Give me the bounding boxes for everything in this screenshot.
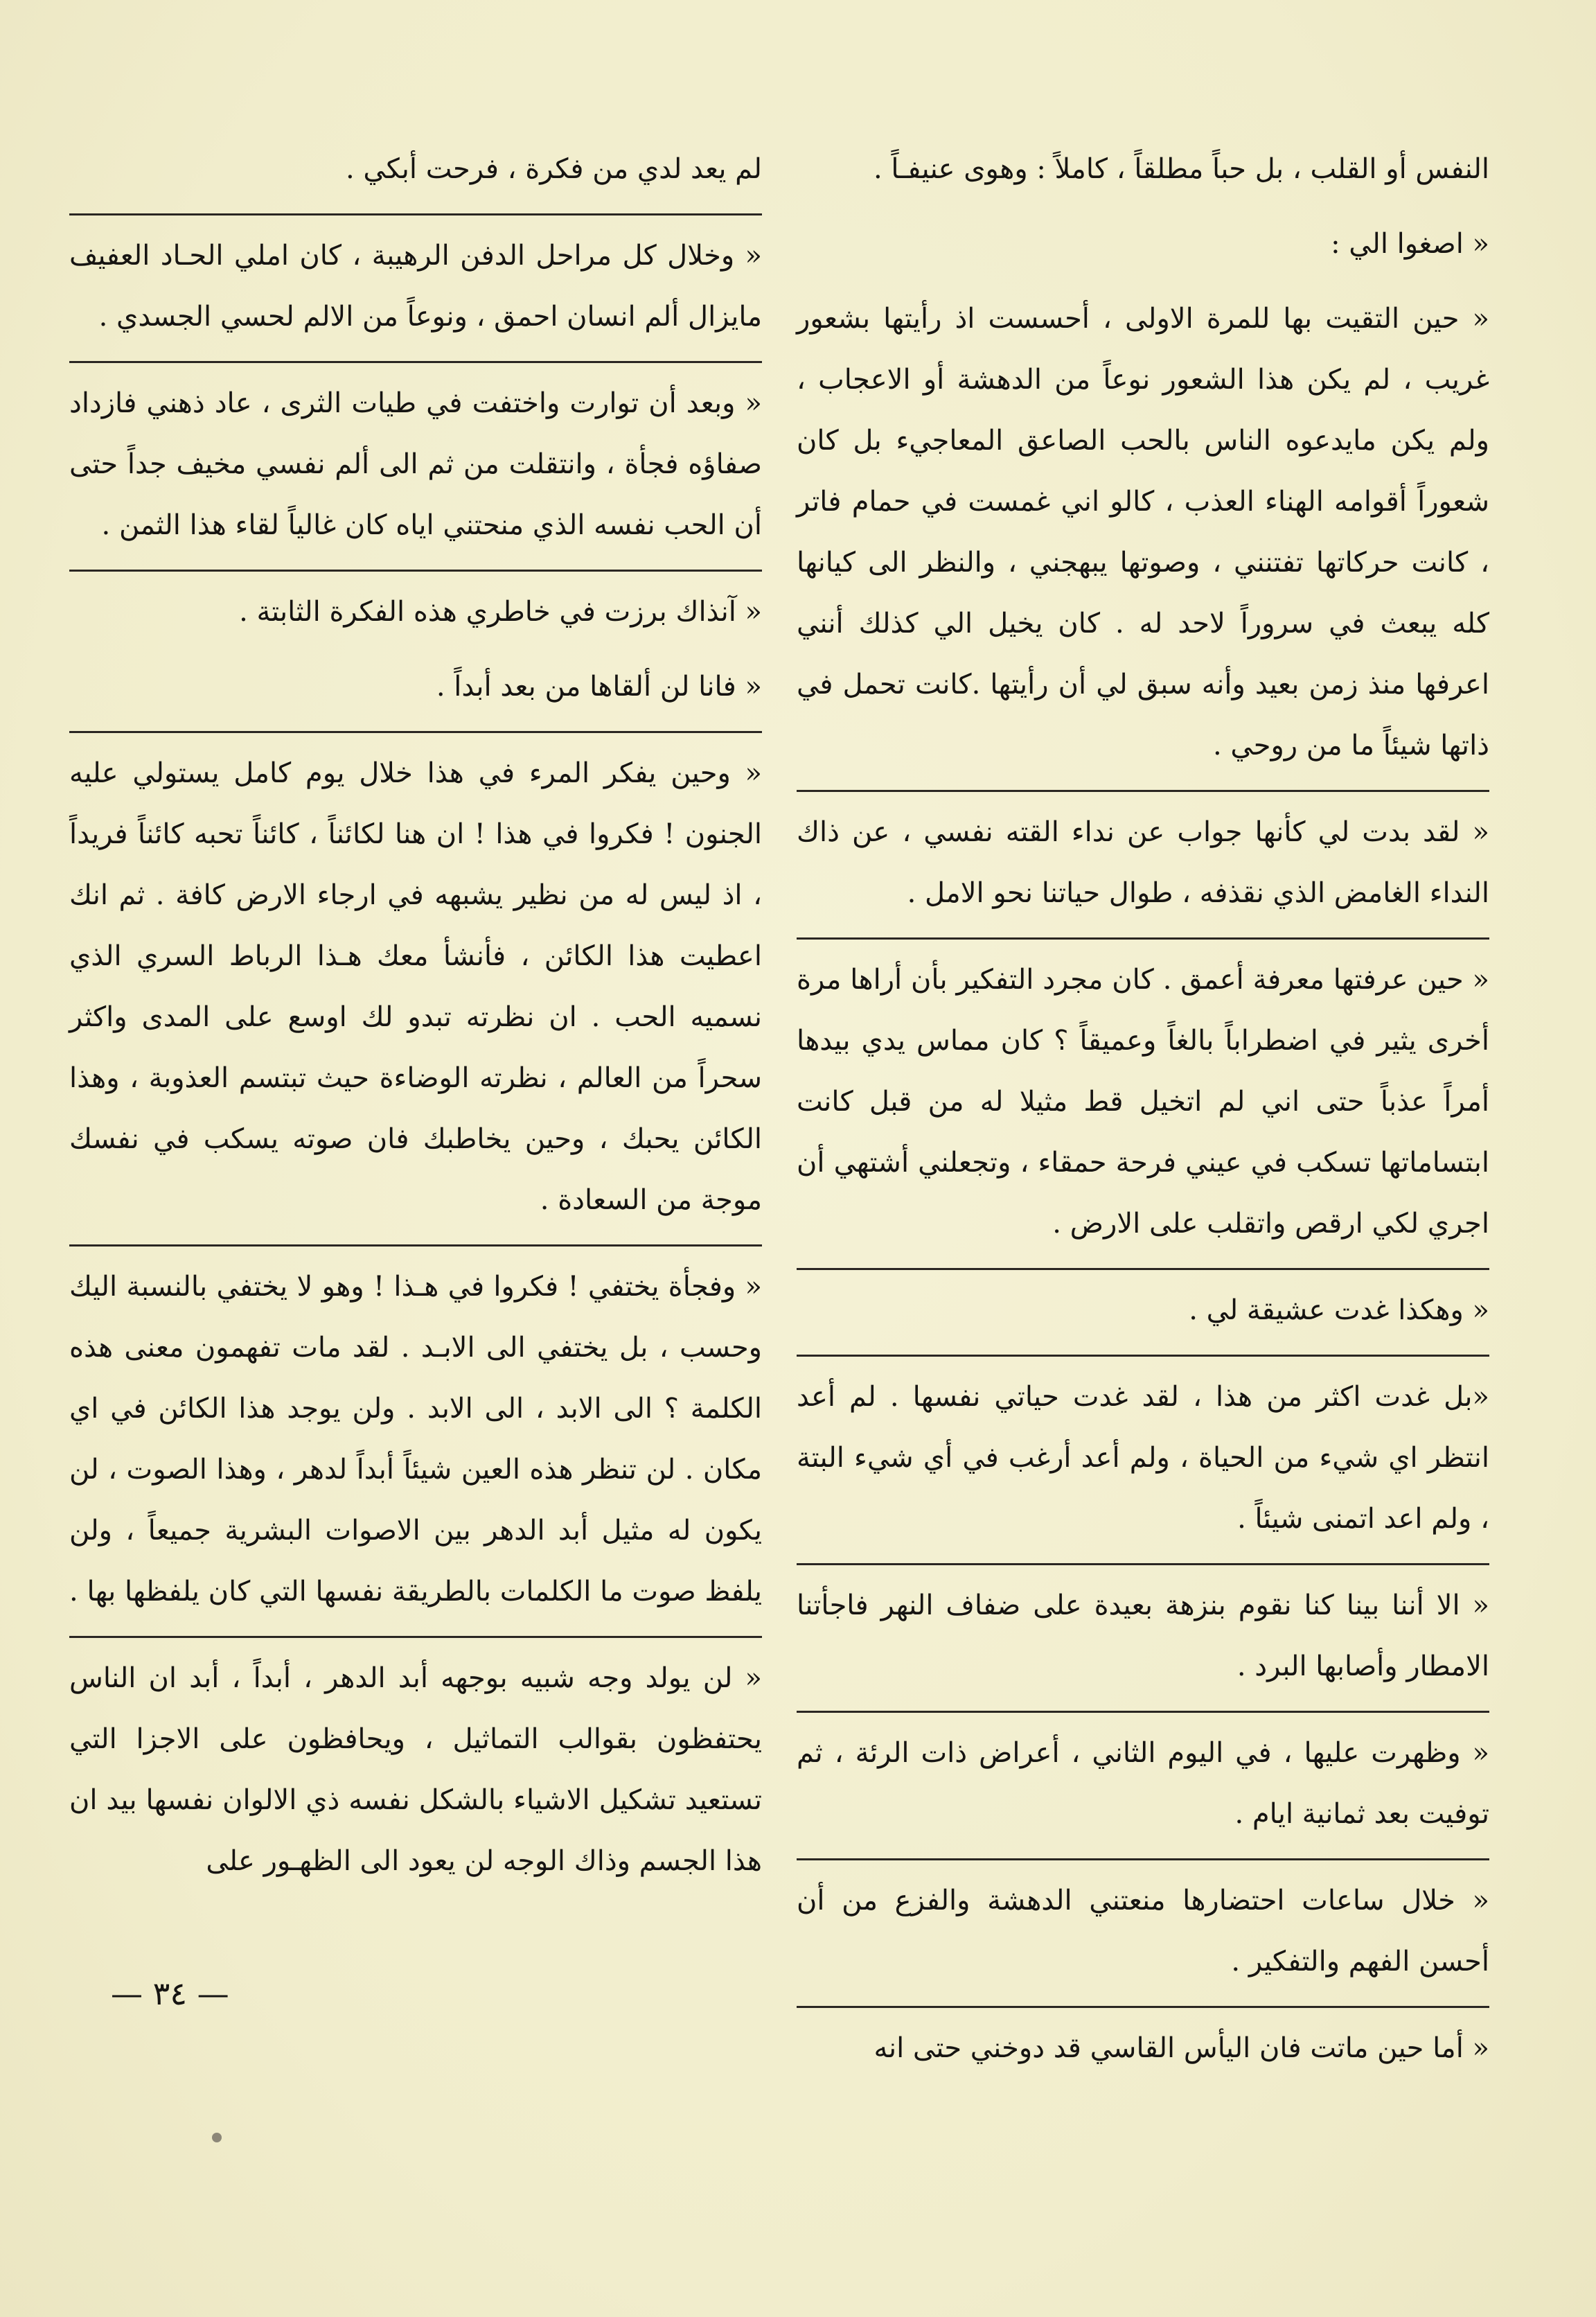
paragraph: « اصغوا الي : [1331, 228, 1489, 260]
paragraph-divider [69, 1244, 762, 1246]
paragraph: « وظهرت عليها ، في اليوم الثاني ، أعراض ذات الرئة ، ثم توفيت بعد ثمانية ايام . [797, 1737, 1489, 1830]
paragraph-divider [69, 213, 762, 215]
paragraph: « لن يولد وجه شبيه بوجهه أبد الدهر ، أبداً ، أبد ان الناس يحتفظون بقوالب التماثيل ، ويحافظون على الاجزا التي تستعيد تشكيل الاشياء بالشكل نفسه ذي الالوان نفسها بيد ان هذا الجسم وذاك الوجه لن يعود الى الظهـور على [69, 1662, 763, 1877]
paragraph-divider [797, 1858, 1489, 1860]
paragraph: لم يعد لدي من فكرة ، فرحت أبكي . [345, 153, 762, 185]
paragraph: « وبعد أن توارت واختفت في طيات الثرى ، عاد ذهني فازداد صفاؤه فجأة ، وانتقلت من ثم الى ألم نفسي مخيف جداً حتى أن الحب نفسه الذي منحتني اياه كان غالياً لقاء هذا الثمن . [69, 387, 762, 541]
paragraph: « خلال ساعات احتضارها منعتني الدهشة والفزع من أن أحسن الفهم والتفكير . [797, 1885, 1489, 1977]
left-text-column [69, 139, 762, 1905]
paragraph: «بل غدت اكثر من هذا ، لقد غدت حياتي نفسها . لم أعد انتظر اي شيء من الحياة ، ولم أعد أرغب في أي شيء البتة ، ولم اعد اتمنى شيئاً . [797, 1381, 1489, 1535]
paragraph-divider [797, 1268, 1489, 1270]
paragraph: « لقد بدت لي كأنها جواب عن نداء القته نفسي ، عن ذاك النداء الغامض الذي نقذفه ، طوال حياتنا نحو الامل . [797, 816, 1489, 909]
paragraph-divider [69, 570, 762, 572]
paragraph: « أما حين ماتت فان اليأس القاسي قد دوخني حتى انه [874, 2032, 1489, 2064]
ink-speck [212, 2133, 222, 2142]
paragraph: « حين التقيت بها للمرة الاولى ، أحسست اذ رأيتها بشعور غريب ، لم يكن هذا الشعور نوعاً من الدهشة أو الاعجاب ، ولم يكن مايدعوه الناس بالحب الصاعق المعاجيء بل كان شعوراً أقوامه الهناء العذب ، كالو اني غمست في حمام فاتر ، كانت حركاتها تفتنني ، وصوتها يبهجني ، والنظر الى كيانها كله يبعث في سروراً لاحد له . كان يخيل الي كذلك أنني اعرفها منذ زمن بعيد وأنه سبق لي أن رأيتها .كانت تحمل في ذاتها شيئاً ما من روحي . [797, 303, 1489, 761]
paragraph-divider [69, 731, 762, 733]
paragraph-divider [69, 361, 762, 363]
paragraph: « وفجأة يختفي ! فكروا في هـذا ! وهو لا يختفي بالنسبة اليك وحسب ، بل يختفي الى الابـد . لقد مات تفهمون معنى هذه الكلمة ؟ الى الابد ، الى الابد . ولن يوجد هذا الكائن في اي مكان . لن تنظر هذه العين شيئاً أبداً لدهر ، وهذا الصوت ، لن يكون له مثيل أبد الدهر بين الاصوات البشرية جميعاً ، ولن يلفظ صوت ما الكلمات بالطريقة نفسها التي كان يلفظها بها . [69, 1271, 762, 1607]
paragraph: « وحين يفكر المرء في هذا خلال يوم كامل يستولي عليه الجنون ! فكروا في هذا ! ان هنا لكائناً ، كائناً تحبه كائناً فريداً ، اذ ليس له من نظير يشبهه في ارجاء الارض كافة . ثم انك اعطيت هذا الكائن ، فأنشأ معك هـذا الرباط السري الذي نسميه الحب . ان نظرته تبدو لك اوسع على المدى واكثر سحراً من العالم ، نظرته الوضاءة حيث تبتسم العذوبة ، وهذا الكائن يحبك ، وحين يخاطبك فان صوته يسكب في نفسك موجة من السعادة . [69, 757, 762, 1216]
page-number: — ٣٤ — [111, 1975, 229, 2012]
paragraph: « وخلال كل مراحل الدفن الرهيبة ، كان املي الحـاد العفيف مايزال ألم انسان احمق ، ونوعاً من الالم لحسي الجسدي . [69, 240, 762, 333]
paragraph-divider [797, 2006, 1489, 2008]
paragraph-divider [797, 937, 1489, 940]
paragraph-divider [797, 1563, 1489, 1565]
right-text-column [797, 139, 1489, 2093]
paragraph-divider [797, 790, 1489, 792]
paragraph: « حين عرفتها معرفة أعمق . كان مجرد التفكير بأن أراها مرة أخرى يثير في اضطراباً بالغاً وعميقاً ؟ كان مماس يدي بيدها أمراً عذباً حتى اني لم اتخيل قط مثيلا له من قبل كانت ابتساماتها تسكب في عيني فرحة حمقاء ، وتجعلني أشتهي أن اجري لكي ارقص واتقلب على الارض . [797, 964, 1489, 1240]
paragraph: « وهكذا غدت عشيقة لي . [1189, 1294, 1489, 1326]
paragraph: النفس أو القلب ، بل حباً مطلقاً ، كاملاً : وهوى عنيفـاً . [873, 153, 1489, 185]
paragraph-divider [797, 1355, 1489, 1357]
paragraph-divider [69, 1636, 762, 1638]
paragraph: « آنذاك برزت في خاطري هذه الفكرة الثابتة . [239, 596, 762, 628]
paragraph: « الا أننا بينا كنا نقوم بنزهة بعيدة على ضفاف النهر فاجأتنا الامطار وأصابها البرد . [797, 1589, 1489, 1682]
paragraph-divider [797, 1711, 1489, 1713]
paragraph: « فانا لن ألقاها من بعد أبداً . [436, 671, 762, 703]
